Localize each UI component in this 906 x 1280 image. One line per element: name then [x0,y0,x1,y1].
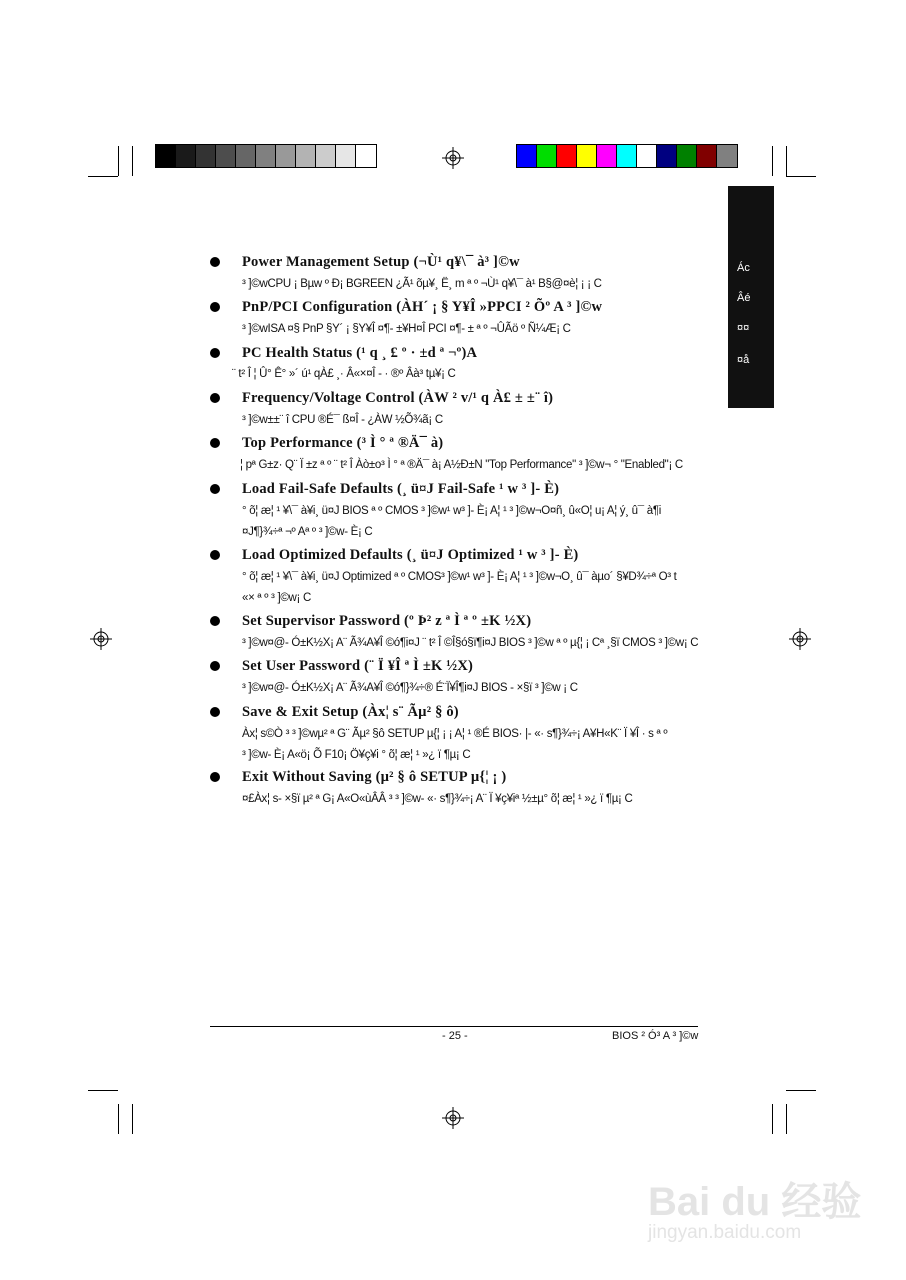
item-description: ³ ]©wCPU ¡ Bµw º Ð¡ BGREEN ¿Ã¹ õµ¥¸ Ë¸ m ª º ¬Ù¹ q¥\¯ à¹ B§@¤è¦ ¡ ¡ C [242,278,602,290]
bullet-icon [210,484,220,494]
color-swatch [577,145,597,167]
crop-mark [118,1104,119,1134]
color-swatch-bar [516,144,738,168]
item-description: ³ ]©w- È¡ A«ö¡ Õ F10¡ Ö¥ç¥i ° õ¦ æ¦ ¹ »¿ ï ¶µ¡ C [242,749,471,761]
item-title: Set User Password (¨ Ï ¥Î ª Ì ±K ½X) [242,658,474,674]
chapter-side-tab [728,186,774,408]
bullet-icon [210,707,220,717]
registration-mark-icon [442,147,464,169]
color-swatch [316,145,336,167]
color-swatch [236,145,256,167]
crop-mark [786,1104,787,1134]
color-swatch [657,145,677,167]
crop-mark [118,146,119,176]
crop-mark [88,1090,118,1091]
registration-mark-icon [90,628,112,650]
crop-mark [786,146,787,176]
item-title: PnP/PCI Configuration (ÀH´ ¡ § Y¥Î »PPCI ² Õº A ³ ]©w [242,299,603,315]
color-swatch [637,145,657,167]
item-description: ³ ]©wISA ¤§ PnP §Y´ ¡ §Y¥Î ¤¶- ±¥H¤Î PCI ¤¶- ± ª º ¬ÛÃö º Ñ¼Æ¡ C [242,323,571,335]
bullet-icon [210,393,220,403]
item-title: Exit Without Saving (µ² § ô SETUP µ{¦ ¡ ) [242,769,507,785]
crop-mark [772,146,773,176]
registration-mark-icon [789,628,811,650]
item-description: ¦ pª G±z· Q¨ Ï ±z ª º ¨ t² Î Àò±o³ Ì ° ª ®Ä¯ à¡ A½Ð±N "Top Performance" ³ ]©w¬ ° "Enabled"¡ C [240,459,683,471]
side-tab-char: ¤¤ [737,322,750,334]
item-title: PC Health Status (¹ q ¸ £ º · ±d ª ¬º)A [242,345,478,361]
bullet-icon [210,772,220,782]
bullet-icon [210,348,220,358]
registration-mark-icon [442,1107,464,1129]
item-title: Load Optimized Defaults (¸ ü¤J Optimized ¹ w ³ ]- È) [242,547,579,563]
color-swatch [296,145,316,167]
item-description: ³ ]©w±±¨ î CPU ®É¯ ß¤Î - ¿ÀW ½Õ¾ã¡ C [242,414,443,426]
item-title: Save & Exit Setup (Àx¦ s¨ Ãµ² § ô) [242,704,459,720]
item-description: ¨ t² Î ¦ Û° Ê° »´ ú¹ qÀ£ ¸· Â«×¤Î - · ®º Âà³ tµ¥¡ C [232,368,456,380]
color-swatch [517,145,537,167]
crop-mark [132,1104,133,1134]
item-title: Set Supervisor Password (º Þ² z ª Ì ª º ±K ½X) [242,613,532,629]
color-swatch [617,145,637,167]
item-description: ° õ¦ æ¦ ¹ ¥\¯ à¥i¸ ü¤J BIOS ª º CMOS ³ ]©w¹ w³ ]- È¡ A¦ ¹ ³ ]©w¬O¤ñ¸ û«O¦ u¡ A¦ ý¸ û¯ à¶i [242,505,661,517]
color-swatch [156,145,176,167]
color-swatch [537,145,557,167]
color-swatch [176,145,196,167]
color-swatch [276,145,296,167]
bullet-icon [210,438,220,448]
bullet-icon [210,616,220,626]
bullet-icon [210,257,220,267]
page-number: - 25 - [442,1030,468,1042]
footer-section-title: BIOS ² Ó³ A ³ ]©w [612,1030,699,1042]
item-title: Frequency/Voltage Control (ÀW ² v/¹ q À£ ± ±¨ î) [242,390,554,406]
grayscale-swatch-bar [155,144,377,168]
item-title: Top Performance (³ Ì ° ª ®Ä¯ à) [242,435,444,451]
color-swatch [356,145,376,167]
crop-mark [786,1090,816,1091]
color-swatch [697,145,717,167]
crop-mark [132,146,133,176]
bullet-icon [210,302,220,312]
footer-rule [210,1026,698,1027]
color-swatch [677,145,697,167]
crop-mark [772,1104,773,1134]
item-description: «× ª º ³ ]©w¡ C [242,592,311,604]
color-swatch [256,145,276,167]
item-description: Àx¦ s©Ò ³ ³ ]©wµ² ª G¨ Ãµ² §ô SETUP µ{¦ ¡ ¡ A¦ ¹ ®É BIOS· |- «· s¶}¾÷¡ A¥H«K¨ Ï ¥Î · s ª º [242,728,668,740]
item-description: ° õ¦ æ¦ ¹ ¥\¯ à¥i¸ ü¤J Optimized ª º CMOS³ ]©w¹ w³ ]- È¡ A¦ ¹ ³ ]©w¬O¸ û¯ àµo´ §¥D¾÷ª O³ t [242,571,677,583]
color-swatch [196,145,216,167]
color-swatch [336,145,356,167]
crop-mark [88,176,118,177]
item-description: ¤£Àx¦ s- ×§ï µ² ª G¡ A«O«ùÂÂ ³ ³ ]©w- «· s¶}¾÷¡ A¨ Ï ¥ç¥iª ½±µ° õ¦ æ¦ ¹ »¿ ï ¶µ¡ C [242,793,633,805]
bullet-icon [210,661,220,671]
color-swatch [717,145,737,167]
color-swatch [216,145,236,167]
crop-mark [786,176,816,177]
color-swatch [557,145,577,167]
color-swatch [597,145,617,167]
side-tab-char: Âé [737,292,751,304]
item-description: ¤J¶}¾÷ª ¬º Aª º ³ ]©w- È¡ C [242,526,373,538]
item-title: Power Management Setup (¬Ù¹ q¥\¯ à³ ]©w [242,254,520,270]
item-title: Load Fail-Safe Defaults (¸ ü¤J Fail-Safe ¹ w ³ ]- È) [242,481,560,497]
item-description: ³ ]©w¤@- Ó±K½X¡ A¨ Ã¾A¥Î ©ó¶i¤J ¨ t² Î ©Î§ó§ï¶i¤J BIOS ³ ]©w ª º µ{¦ ¡ Cª ¸§ï CMOS ³ ]©w¡ C [242,637,699,649]
watermark-url: jingyan.baidu.com [648,1222,802,1243]
side-tab-char: ¤å [737,354,750,366]
bullet-icon [210,550,220,560]
watermark-logo: Bai du 经验 [648,1180,862,1224]
item-description: ³ ]©w¤@- Ó±K½X¡ A¨ Ã¾A¥Î ©ó¶}¾÷® É¨Ï¥Î¶i¤J BIOS - ×§ï ³ ]©w ¡ C [242,682,578,694]
side-tab-char: Ác [737,262,750,274]
